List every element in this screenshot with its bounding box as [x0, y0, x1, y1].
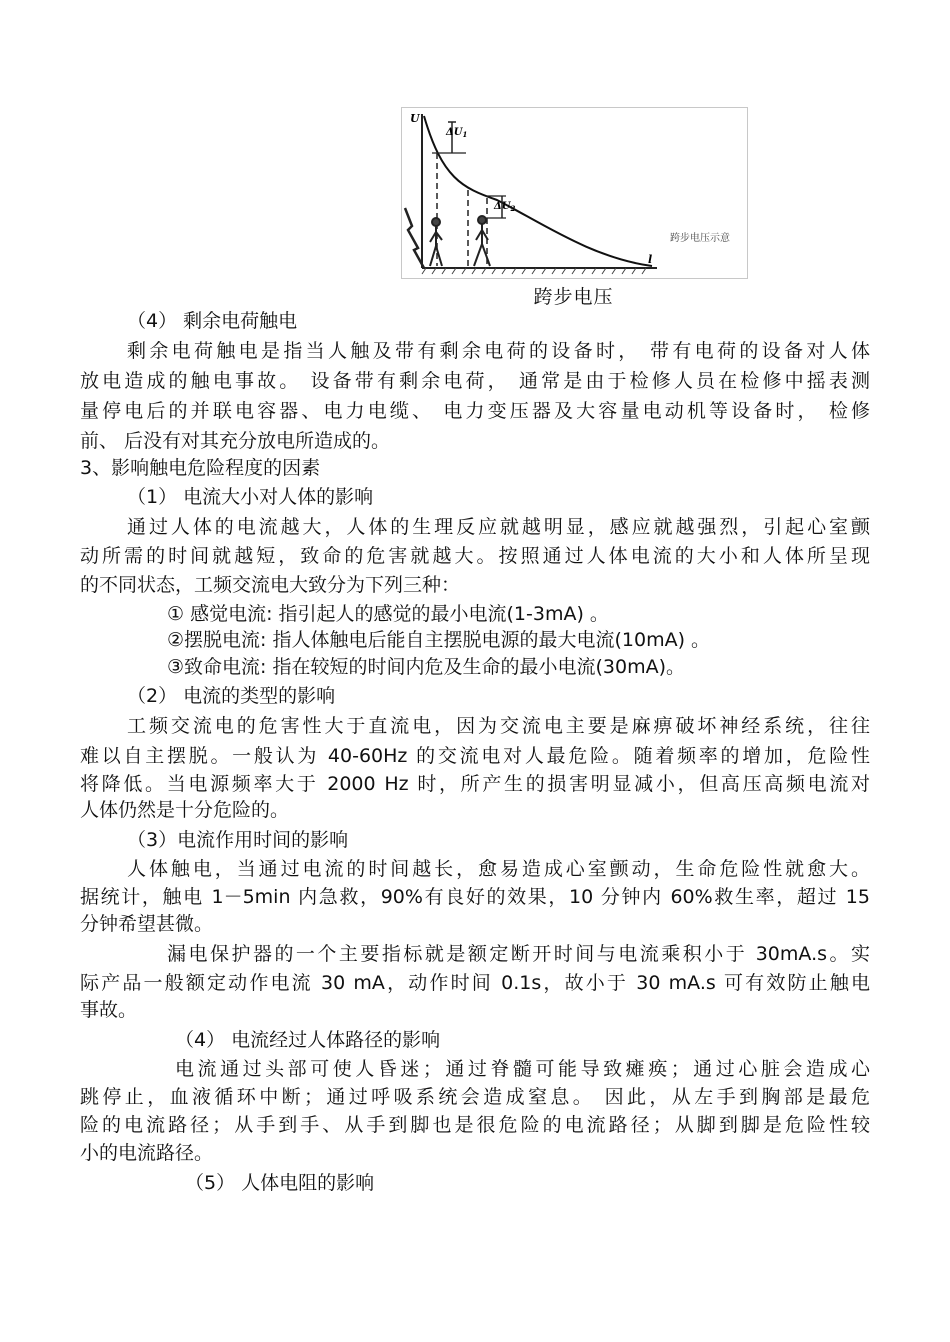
paragraph-line: 电流通过头部可使人昏迷；通过脊髓可能导致瘫痪；通过心脏会造成心 [175, 1058, 870, 1080]
paragraph-line: 据统计，触电 1－5min 内急救，90%有良好的效果，10 分钟内 60%救生率，超过 15 [80, 886, 870, 908]
label-delta-u2: $\Delta U_2$ [494, 201, 516, 213]
paragraph-line: 分钟希望甚微。 [80, 913, 214, 935]
subheading: （1） 电流大小对人体的影响 [127, 486, 374, 508]
subheading: （5） 人体电阻的影响 [185, 1172, 375, 1194]
step-voltage-figure [401, 107, 748, 279]
paragraph-line: 漏电保护器的一个主要指标就是额定断开时间与电流乘积小于 30mA.s。实 [167, 943, 870, 965]
paragraph-line: 难以自主摆脱。一般认为 40-60Hz 的交流电对人最危险。随着频率的增加，危险性 [80, 745, 870, 767]
list-item: ②摆脱电流: 指人体触电后能自主摆脱电源的最大电流(10mA) 。 [167, 629, 711, 651]
heading-residual-charge: （4） 剩余电荷触电 [127, 310, 298, 332]
paragraph-line: 剩余电荷触电是指当人触及带有剩余电荷的设备时， 带有电荷的设备对人体 [127, 340, 870, 362]
section-heading: 3、影响触电危险程度的因素 [80, 457, 321, 479]
subheading: （4） 电流经过人体路径的影响 [175, 1029, 441, 1051]
paragraph-line: 将降低。当电源频率大于 2000 Hz 时，所产生的损害明显减小，但高压高频电流对 [80, 773, 870, 795]
paragraph-line: 人体仍然是十分危险的。 [80, 799, 290, 821]
label-u: U [410, 112, 420, 125]
step-voltage-diagram [402, 108, 747, 278]
subheading: （3）电流作用时间的影响 [127, 829, 349, 851]
person-figure-1 [430, 218, 442, 266]
paragraph-line: 动所需的时间就越短，致命的危害就越大。按照通过人体电流的大小和人体所呈现 [80, 545, 870, 567]
paragraph-line: 通过人体的电流越大，人体的生理反应就越明显，感应就越强烈，引起心室颤 [127, 516, 870, 538]
paragraph-line: 险的电流路径；从手到手、从手到脚也是很危险的电流路径；从脚到脚是危险性较 [80, 1114, 870, 1136]
paragraph-line: 人体触电，当通过电流的时间越长，愈易造成心室颤动，生命危险性就愈大。 [127, 858, 870, 880]
figure-caption: 跨步电压 [533, 286, 614, 308]
paragraph-line: 跳停止，血液循环中断；通过呼吸系统会造成窒息。 因此，从左手到胸部是最危 [80, 1086, 870, 1108]
inset-label: 跨步电压示意 [670, 233, 730, 244]
label-l: l [648, 253, 653, 266]
paragraph-line: 前、 后没有对其充分放电所造成的。 [80, 430, 391, 452]
paragraph-line: 小的电流路径。 [80, 1142, 214, 1164]
list-item: ③致命电流: 指在较短的时间内危及生命的最小电流(30mA)。 [167, 656, 685, 678]
voltage-curve [424, 116, 652, 266]
subheading: （2） 电流的类型的影响 [127, 685, 336, 707]
paragraph-line: 量停电后的并联电容器、电力电缆、 电力变压器及大容量电动机等设备时， 检修 [80, 400, 870, 422]
paragraph-line: 工频交流电的危害性大于直流电，因为交流电主要是麻痹破坏神经系统，往往 [127, 715, 870, 737]
paragraph-line: 放电造成的触电事故。 设备带有剩余电荷， 通常是由于检修人员在检修中摇表测 [80, 370, 870, 392]
list-item: ① 感觉电流: 指引起人的感觉的最小电流(1-3mA) 。 [167, 603, 609, 625]
paragraph-line: 的不同状态，工频交流电大致分为下列三种： [80, 574, 461, 596]
label-delta-u1: $\Delta U_1$ [446, 127, 468, 139]
paragraph-line: 事故。 [80, 999, 138, 1021]
paragraph-line: 际产品一般额定动作电流 30 mA，动作时间 0.1s，故小于 30 mA.s 可有效防止触电 [80, 972, 870, 994]
